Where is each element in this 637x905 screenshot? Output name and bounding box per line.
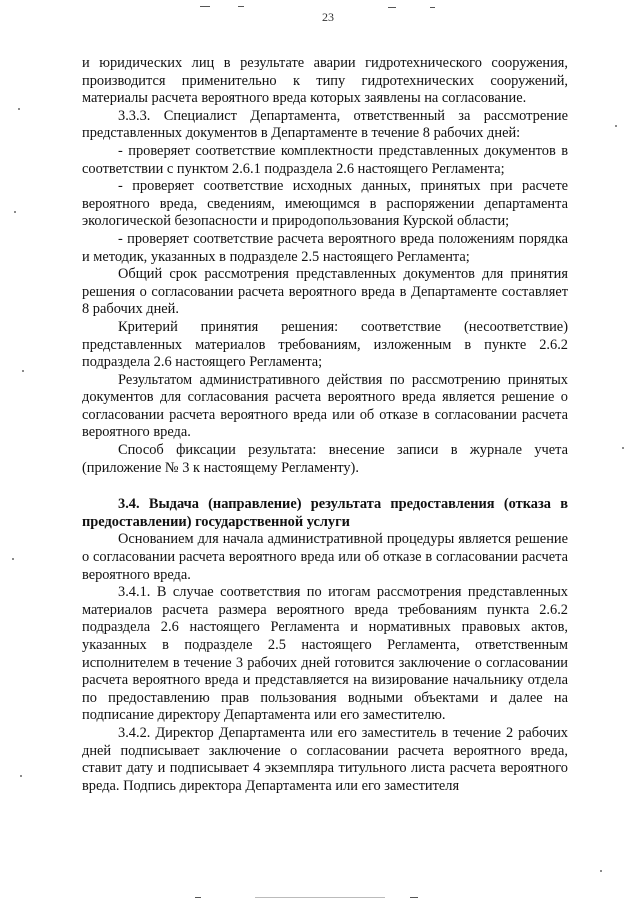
scan-mark (238, 6, 244, 7)
scan-speck (20, 775, 22, 777)
scan-speck (22, 370, 24, 372)
paragraph: 3.3.3. Специалист Департамента, ответственный за рассмотрение представленных документов в Департаменте в течение 8 рабочих дней: (82, 107, 568, 142)
section-heading: 3.4. Выдача (направление) результата предоставления (отказа в предоставлении) государственной услуги (82, 496, 568, 530)
scan-mark (200, 6, 210, 7)
paragraph: Основанием для начала административной процедуры является решение о согласовании расчета вероятного вреда или об отказе в согласовании расчета вероятного вреда. (82, 531, 568, 583)
scan-speck (12, 558, 14, 560)
paragraph: Общий срок рассмотрения представленных документов для принятия решения о согласовании расчета вероятного вреда в Департаменте составляет 8 рабочих дней. (82, 266, 568, 318)
scan-speck (622, 447, 624, 449)
list-item: - проверяет соответствие расчета вероятного вреда положениям порядка и методик, указанных в подразделе 2.5 настоящего Регламента; (82, 230, 568, 265)
scan-speck (14, 211, 16, 213)
scan-speck (615, 125, 617, 127)
paragraph: Критерий принятия решения: соответствие (несоответствие) представленных материалов требованиям, изложенным в пункте 2.6.2 подраздела 2.6 настоящего Регламента; (82, 318, 568, 371)
scan-speck (18, 108, 20, 110)
scan-mark (195, 897, 201, 898)
paragraph: Результатом административного действия по рассмотрению принятых документов для согласования расчета вероятного вреда является решение о согласовании расчета вероятного вреда или об отказе в согласовании расчета вероятного вреда. (82, 371, 568, 441)
scan-mark (388, 7, 396, 8)
page-number: 23 (322, 10, 334, 24)
scan-mark (430, 7, 435, 8)
list-item: - проверяет соответствие комплектности представленных документов в соответствии с пунктом 2.6.1 подраздела 2.6 настоящего Регламента; (82, 142, 568, 177)
paragraph: 3.4.1. В случае соответствия по итогам рассмотрения представленных материалов расчета размера вероятного вреда требованиям пункта 2.6.2 подраздела 2.6 настоящего Регламента и нормативных правовых актов, указанных в подразделе 2.5 настоящего Регламента, ответственным исполнителем в течение 3 рабочих дней готовится заключение о согласовании расчета вероятного вреда и представляется на визирование начальнику отдела по предоставлению прав пользования водными объектами и далее на подписание директору Департамента или его заместителю. (82, 584, 568, 724)
document-body (82, 55, 568, 795)
paragraph: и юридических лиц в результате аварии гидротехнического сооружения, производится применительно к типу гидротехнических сооружений, материалы расчета вероятного вреда которых заявлены на согласование. (82, 55, 568, 107)
scan-mark (255, 897, 385, 898)
scan-mark (410, 897, 418, 898)
list-item: - проверяет соответствие исходных данных, принятых при расчете вероятного вреда, сведениям, имеющимся в распоряжении департамента экологической безопасности и природопользования Курской области; (82, 178, 568, 230)
paragraph: Способ фиксации результата: внесение записи в журнале учета (приложение № 3 к настоящему Регламенту). (82, 442, 568, 476)
scan-speck (600, 870, 602, 872)
paragraph: 3.4.2. Директор Департамента или его заместитель в течение 2 рабочих дней подписывает заключение о согласовании расчета вероятного вреда, ставит дату и подписывает 4 экземпляра титульного листа расчета вероятного вреда. Подпись директора Департамента или его заместителя (82, 724, 568, 794)
